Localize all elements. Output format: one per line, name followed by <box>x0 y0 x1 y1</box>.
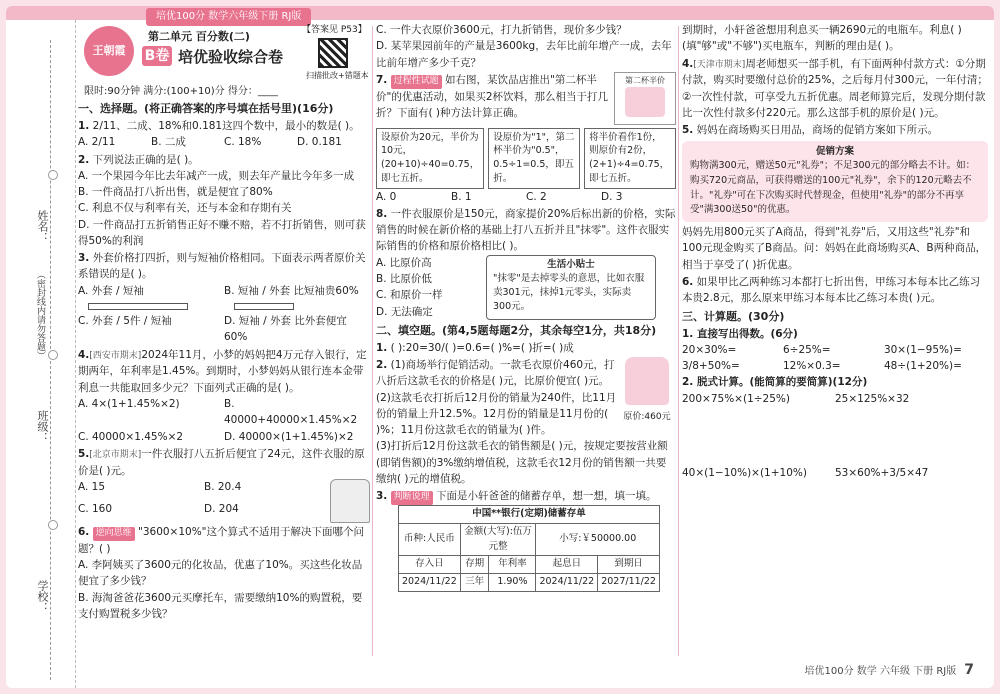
bar-option: C. 外套 / 5件 / 短袖 <box>78 314 172 327</box>
option: A. 0 <box>376 190 397 203</box>
option: A. 李阿姨买了3600元的化妆品，优惠了10%。买这些化妆品便宜了多少钱？ <box>78 559 363 588</box>
school-label: 学校： <box>36 580 49 613</box>
name-label: 姓名： <box>36 210 49 243</box>
bar-option: B. 短袖 / 外套 比短袖贵60% <box>224 284 359 297</box>
column-divider <box>372 26 373 656</box>
fill-6: 6. 如果甲比乙两种练习本都打七折出售，甲练习本每本比乙练习本贵2.8元，那么原来甲练习本每本比乙练习本贵( )元。 <box>682 275 981 305</box>
paper-title: 培优验收综合卷 <box>178 48 284 66</box>
question-4: 4.[西安市期末]2024年11月，小梦的妈妈把4万元存入银行，定期两年，年利率是1.45%。到期时，小梦妈妈从银行连本金带利息一共能取回多少元？下面列式正确的是( )。 A. 4×(1+1.45%×2) B. 40000+40000×1.45%×2 C. 40000×1.45%×2 D. 40000×(1+1.45%)×2 <box>78 347 370 445</box>
option: C. 利息不仅与利率有关，还与本金和存期有关 <box>78 202 292 215</box>
binding-hole <box>48 170 58 180</box>
question-8: 8. 一件衣服原价是150元，商家提价20%后标出新的价格，实际销售的时候在新价格的基础上打八五折并且"抹零"。这件衣服实际销售的价格和原价格相比( )。 A. 比原价高 B. 比原价低 C. 和原价一样 D. 无法确定 生活小贴士 "抹零"是去掉零头的意思，比如衣服卖301元，抹掉1元零头，实际卖300元。 <box>376 206 676 320</box>
option: B. 一件商品打八折出售，就是便宜了80% <box>78 186 273 199</box>
calc-1-title: 1. 直接写出得数。(6分) <box>682 327 798 340</box>
fill-2: 2. (1)商场举行促销活动。一款毛衣原价460元，打八折后这款毛衣的价格是( )元，比原价便宜( )元。 (2)这款毛衣打折后12月份的销量为240件，比11月份的销量上升12.5%。12月份的销量是11月份的( )%；11月份这款毛衣的销量为( )件。 原价:460元 (3)打折后12月份这款毛衣的销售额是( )元，按规定要按营业额(即销售额)的3%缴纳增值税，这款毛衣12月份的销售额一共要缴纳( )元的增值税。 <box>376 357 676 487</box>
calc-item: 200×75%×(1÷25%) <box>682 392 790 405</box>
life-tip: 生活小贴士 "抹零"是去掉零头的意思，比如衣服卖301元，抹掉1元零头，实际卖300元。 <box>486 255 656 320</box>
method-box: 将半价看作1份，则原价有2份，(2+1)÷4=0.75，即七五折。 <box>584 128 676 189</box>
option: C. 18% <box>224 136 262 149</box>
bar-diagrams <box>78 283 370 346</box>
option: D. 某苹果园前年的产量是3600kg，去年比前年增产一成，去年比前年增产多少千克？ <box>376 40 672 69</box>
sweater-image <box>625 357 669 405</box>
option: D. 3 <box>601 190 623 203</box>
option: A. 15 <box>78 480 106 493</box>
question-5: 5.[北京市期末]一件衣服打八五折后便宜了24元，这件衣服的原价是( )元。 A. 15 B. 20.4 C. 160 D. 204 <box>78 446 370 523</box>
test-header <box>78 22 370 98</box>
option: C. 和原价一样 <box>376 289 443 302</box>
promo-box: 促销方案 购物满300元，赠送50元"礼券"；不足300元的部分略去不计。如：购买720元商品，可获得赠送的100元"礼券"，余下的120元略去不计。"礼券"可在下次购买时代替现金，但使用"礼券"的部分不再享受"满300送50"的优惠。 <box>682 141 988 223</box>
option: A. 2/11 <box>78 136 116 149</box>
deposit-slip: 中国**银行(定期)储蓄存单 币种:人民币 金额(大写):伍万元整 小写:￥50000.00 存入日 存期 年利率 起息日 到期日 2024/11/22 三年 1.90% 2024/11/22 2027/11/22 <box>398 505 660 592</box>
oral-calc <box>682 342 988 375</box>
option: C. 一件大衣原价3600元，打九折销售，现价多少钱？ <box>376 24 627 36</box>
class-label: 班级： <box>36 410 49 443</box>
question-7: 7. 过程性试题 如右图，某饮品店推出"第二杯半价"的优惠活动，如果买2杯饮料，那么相当于打几折？下面有( )种方法计算正确。 第二杯半价 设原价为20元，半价为10元，(20+10)÷40=0.75，即七五折。 设原价为"1"，第二杯半价为"0.5"，0.5÷1=0.5，即五折。 将半价看作1份，则原价有2份，(2+1)÷4=0.75，即七五折。 A. 0 B. 1 C. 2 D. 3 <box>376 72 676 205</box>
option: C. 40000×1.45%×2 <box>78 430 184 443</box>
bar <box>88 303 188 310</box>
calc-item: 30×(1−95%)= <box>883 343 962 356</box>
qr-code-icon[interactable] <box>318 38 348 68</box>
column-2 <box>376 22 676 592</box>
answer-ref: 【答案见 P53】 <box>302 25 367 35</box>
calc-item: 25×125%×32 <box>835 392 910 405</box>
drink-image <box>625 87 665 117</box>
section-title: 三、计算题。(30分) <box>682 310 785 324</box>
paper-label: B卷 <box>142 46 172 66</box>
fill-3: 3. 判断说理 下面是小轩爸爸的储蓄存单，想一想，填一填。 <box>376 488 676 505</box>
calc-item: 20×30%= <box>682 343 737 356</box>
option: A. 比原价高 <box>376 256 432 269</box>
method-box: 设原价为20元，半价为10元，(20+10)÷40=0.75，即七五折。 <box>376 128 484 189</box>
option: D. 204 <box>204 502 239 515</box>
option: B. 二成 <box>151 136 186 149</box>
qr-caption: 扫描批改+错题本 <box>306 71 369 80</box>
seal-note: （密封线内请勿答题） <box>35 270 45 360</box>
option: D. 0.181 <box>297 136 342 149</box>
series-badge: 培优100分 数学六年级下册 RJ版 <box>146 8 311 26</box>
unit-title: 第二单元 百分数(二) <box>148 30 250 43</box>
method-box: 设原价为"1"，第二杯半价为"0.5"，0.5÷1=0.5，即五折。 <box>488 128 580 189</box>
calc-item: 48÷(1+20%)= <box>883 360 962 373</box>
fill-1: 1. ( ):20=30/( )=0.6=( )%=( )折=( )成 <box>376 341 574 354</box>
bar-option: D. 短袖 / 外套 比外套便宜60% <box>224 314 347 344</box>
promo-figure: 第二杯半价 <box>614 72 676 125</box>
bar <box>234 303 294 310</box>
question-1: 1. 2/11、二成、18%和0.181这四个数中，最小的数是( )。 A. 2/11 B. 二成 C. 18% D. 0.181 <box>78 118 370 151</box>
calc-item: 3/8+50%= <box>682 360 740 373</box>
option: B. 比原价低 <box>376 272 432 285</box>
calc-2-title: 2. 脱式计算。(能简算的要简算)(12分) <box>682 376 868 389</box>
column-divider <box>678 26 679 656</box>
option: B. 1 <box>451 190 472 203</box>
section-title: 一、选择题。(将正确答案的序号填在括号里)(16分) <box>78 102 334 115</box>
time-score-line: 限时:90分钟 满分:(100+10)分 得分：____ <box>84 86 278 97</box>
option: A. 4×(1+1.45%×2) <box>78 397 180 410</box>
option: D. 无法确定 <box>376 305 433 318</box>
binding-margin <box>6 20 76 688</box>
sweater-figure: 原价:460元 <box>618 357 676 438</box>
deposit-question: 到期时，小轩爸爸想用利息买一辆2690元的电瓶车。利息( )(填"够"或"不够")买电瓶车，判断的理由是( )。 <box>682 24 962 53</box>
binding-hole <box>48 520 58 530</box>
footer: 培优100分 数学 六年级 下册 RJ版 7 <box>804 662 974 678</box>
option: A. 一个果园今年比去年减产一成，则去年产量比今年多一成 <box>78 169 355 182</box>
fill-4: 4.[天津市期末]周老师想买一部手机，有下面两种付款方式：①分期付款，购买时要缴付总价的25%，之后每月付300元，一年付清；②一次性付款，可享受九五折优惠。周老师算完后，发现分期付款比一次性付款多付220元。那么这部手机的原价是( )元。 <box>682 57 988 119</box>
calc-item: 12%×0.3= <box>782 360 841 373</box>
question-6: 6. 逆向思维 "3600×10%"这个算式不适用于解决下面哪个问题？( ) A. 李阿姨买了3600元的化妆品，优惠了10%。买这些化妆品便宜了多少钱？ B. 海淘爸爸花3600元买摩托车，需要缴纳10%的购置税，要支付购置税多少钱？ <box>78 524 370 622</box>
calc-item: 6÷25%= <box>782 343 831 356</box>
column-3 <box>682 22 988 481</box>
shirt-image <box>330 479 370 523</box>
step-calc <box>682 391 988 481</box>
calc-item: 53×60%+3/5×47 <box>835 466 929 479</box>
fill-5: 5. 妈妈在商场购买日用品，商场的促销方案如下所示。 促销方案 购物满300元，赠送50元"礼券"；不足300元的部分略去不计。如：购买720元商品，可获得赠送的100元"礼券"，余下的120元略去不计。"礼券"可在下次购买时代替现金，但使用"礼券"的部分不再享受"满300送50"的优惠。 妈妈先用800元买了A商品，得到"礼券"后，又用这些"礼券"和100元现金购买了B商品。问：妈妈在此商场购买A、B两种商品，相当于享受了( )折优惠。 <box>682 124 987 271</box>
option: D. 一件商品打五折销售正好不赚不赔，若不打折销售，则可获得50%的利润 <box>78 218 366 247</box>
logo: 王朝霞 <box>84 26 134 76</box>
page-number: 7 <box>964 662 974 678</box>
worksheet <box>6 6 994 688</box>
bar-option: A. 外套 / 短袖 <box>78 284 144 297</box>
option: C. 2 <box>526 190 547 203</box>
calc-item: 40×(1−10%)×(1+10%) <box>682 466 807 479</box>
section-title: 二、填空题。(第4,5题每题2分，其余每空1分，共18分) <box>376 323 657 337</box>
question-2: 2. 下列说法正确的是( )。 A. 一个果园今年比去年减产一成，则去年产量比今年多一成 B. 一件商品打八折出售，就是便宜了80% C. 利息不仅与利率有关，还与本金和存期有关 D. 一件商品打五折销售正好不赚不赔，若不打折销售，则可获得50%的利润 <box>78 152 370 250</box>
seal-line <box>50 40 51 680</box>
option: B. 40000+40000×1.45%×2 <box>224 397 358 427</box>
question-3: 3. 外套价格打四折，则与短袖价格相同。下面表示两者原价关系错误的是( )。 A. 外套 / 短袖 B. 短袖 / 外套 比短袖贵60% C. 外套 / 5件 / 短袖 D. 短袖 / 外套 比外套便宜60% <box>78 250 370 345</box>
binding-hole <box>48 350 58 360</box>
option: B. 海淘爸爸花3600元买摩托车，需要缴纳10%的购置税，要支付购置税多少钱？ <box>78 591 363 620</box>
column-1 <box>78 22 370 622</box>
option: B. 20.4 <box>204 480 242 493</box>
option: C. 160 <box>78 502 113 515</box>
option: D. 40000×(1+1.45%)×2 <box>224 430 354 443</box>
